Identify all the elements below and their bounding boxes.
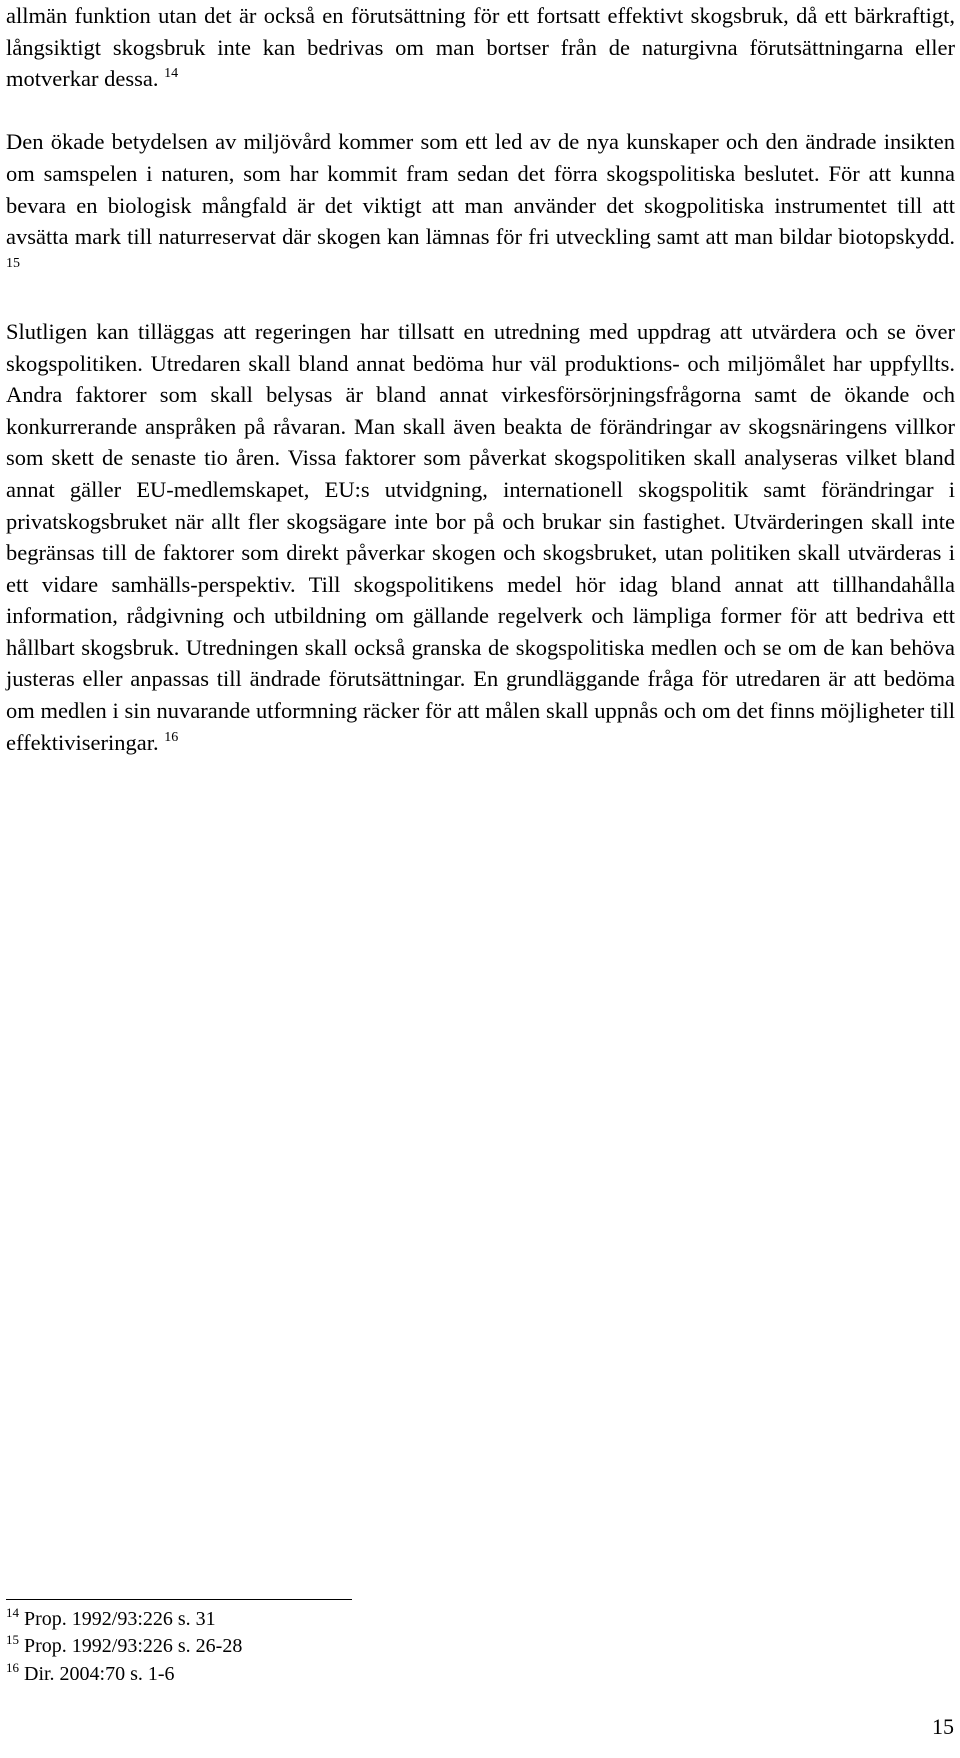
footnote-reference[interactable]: 15 xyxy=(6,255,20,271)
page-number: 15 xyxy=(932,1714,954,1739)
footnote-16 xyxy=(6,1661,606,1688)
footnote-text: Prop. 1992/93:226 s. 26-28 xyxy=(24,1635,243,1658)
paragraph-text: Slutligen kan tilläggas att regeringen har tillsatt en utredning med uppdrag att utvärdera och se över skogspolitiken. Utredaren skall bland annat bedöma hur väl produktions- och miljömålet har uppfyllts. Andra faktorer som skall belysas är bland annat virkesförsörjningsfrågorna samt de ökande och konkurrerande anspråken på råvaran. Man skall även beakta de förändringar av skogsnäringens villkor som skett de senaste tio åren. Vissa faktorer som påverkat skogspolitiken skall analyseras vilket bland annat gäller EU-medlemskapet, EU:s utvidgning, internationell skogspolitik samt förändringar i privatskogsbruket när allt fler skogsägare inte bor på och brukar sin fastighet. Utvärderingen skall inte begränsas till de faktorer som direkt påverkar skogen och skogsbruket, utan politiken skall utvärderas i ett vidare samhälls-perspektiv. Till skogspolitikens medel hör idag bland annat att tillhandahålla information, rådgivning och utbildning om gällande regelverk och lämpliga former för att bedriva ett hållbart skogsbruk. Utredningen skall också granska de skogspolitiska medlen och se om de kan behöva justeras eller anpassas till ändrade förutsättningar. En grundläggande fråga för utredaren är att bedöma om medlen i sin nuvarande utformning räcker för att målen skall uppnås och om det finns möjligheter till effektiviseringar. xyxy=(6,318,955,755)
paragraph-text: allmän funktion utan det är också en förutsättning för ett fortsatt effektivt skogsbruk, då ett bärkraftigt, långsiktigt skogsbruk inte kan bedrivas om man bortser från de naturgivna förutsättningarna eller motverkar dessa. xyxy=(6,3,955,92)
footnote-14 xyxy=(6,1606,606,1633)
paragraph-2 xyxy=(6,126,955,284)
footnote-separator xyxy=(6,1599,352,1600)
footnotes xyxy=(6,1606,606,1688)
footnote-text: Prop. 1992/93:226 s. 31 xyxy=(24,1608,216,1630)
footnote-text: Dir. 2004:70 s. 1-6 xyxy=(24,1662,175,1685)
paragraph-1 xyxy=(6,0,955,95)
paragraph-3 xyxy=(6,316,955,758)
footnote-number: 14 xyxy=(6,1605,19,1620)
footnote-reference[interactable]: 16 xyxy=(164,729,179,745)
footnote-number: 15 xyxy=(6,1632,19,1648)
paragraph-text: Den ökade betydelsen av miljövård kommer som ett led av de nya kunskaper och den ändrade insikten om samspelen i naturen, som har kommit fram sedan det förra skogspolitiska beslutet. För att kunna bevara en biologisk mångfald är det viktigt att man använder det skogpolitiska instrumentet till att avsätta mark till naturreservat där skogen kan lämnas för fri utveckling samt att man bildar biotopskydd. xyxy=(6,129,955,250)
body-text xyxy=(6,0,955,758)
footnote-reference[interactable]: 14 xyxy=(164,66,179,82)
footnote-15 xyxy=(6,1633,606,1660)
footnote-number: 16 xyxy=(6,1659,19,1675)
